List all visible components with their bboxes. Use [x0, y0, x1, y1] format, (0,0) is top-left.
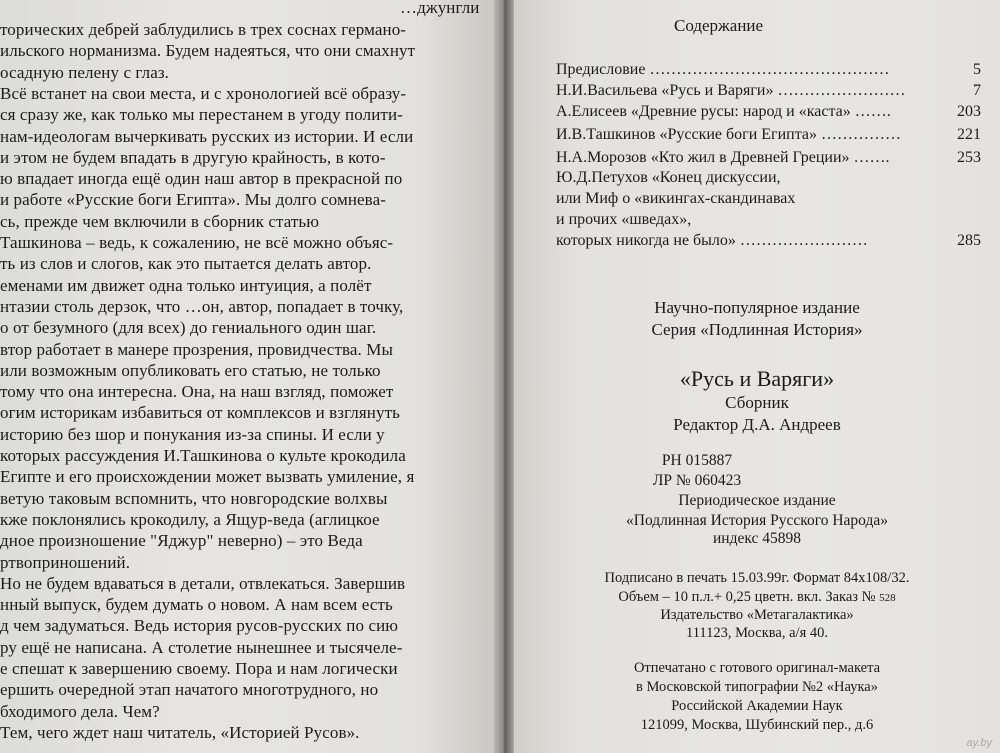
left-page-line: е спешат к завершению своему. Пора и нам логически	[0, 659, 398, 678]
left-page-line: ершить очередной этап начатого многотрудного, но	[0, 680, 379, 700]
left-page-line: д чем задуматься. Ведь история русов-русских по сию	[0, 616, 399, 636]
toc-entry-text: которых никогда не было» ……………………	[556, 232, 868, 249]
periodical-name: «Подлинная История Русского Народа»	[626, 512, 888, 529]
toc-entry-page: 7	[973, 82, 981, 99]
toc-entry-text: И.В.Ташкинов «Русские боги Египта» ……………	[556, 126, 902, 143]
editor-line: Редактор Д.А. Андреев	[673, 415, 841, 434]
rn-number: РН 015887	[661, 452, 733, 469]
toc-entry	[556, 81, 981, 100]
left-page-line: или возможным опубликовать его статью, не только	[0, 360, 381, 380]
left-page-line: сь, прежде чем включили в сборник статью	[0, 211, 320, 231]
printed-line-1: Отпечатано с готового оригинал-макета	[633, 660, 881, 676]
toc-entry-page: 285	[957, 232, 981, 249]
left-page-line: еменами им движет одна только интуиция, а полёт	[0, 275, 372, 295]
collection-label: Сборник	[725, 393, 789, 412]
publisher-name: Издательство «Метагалактика»	[660, 607, 854, 623]
toc-entry-page: 5	[973, 61, 981, 78]
left-page-line: и этом не будем впадать в другую крайность, в кото-	[0, 147, 386, 167]
left-page-line: торических дебрей заблудились в трех соснах германо-	[0, 20, 407, 39]
left-page-line: нный выпуск, будем думать о новом. А нам всем есть	[0, 595, 393, 615]
left-page-line: ся сразу же, как только мы перестанем в угоду полити-	[0, 105, 403, 125]
toc-entry-text: А.Елисеев «Древние русы: народ и «каста» …….	[556, 103, 891, 120]
toc-entry-text: Ю.Д.Петухов «Конец дискуссии,	[556, 169, 781, 186]
left-page-line: ильского норманизма. Будем надеяться, что они смахнут	[0, 41, 416, 61]
toc-entry-text: или Миф о «викингах-скандинавах	[556, 190, 796, 207]
periodical-label: Периодическое издание	[678, 492, 836, 509]
toc-entry-text: Предисловие ………………………………………	[556, 61, 890, 78]
toc-entry	[556, 125, 981, 144]
toc-entry-page: 221	[957, 126, 981, 143]
left-page-line: которых рассуждения И.Ташкинова о культе крокодила	[0, 446, 406, 465]
signed-line: Подписано в печать 15.03.99г. Формат 84х108/32.	[604, 570, 910, 586]
left-page-line: дное произношение "Яджур" неверно) – это Веда	[0, 531, 363, 551]
right-page	[514, 0, 1000, 753]
toc-entry	[556, 168, 981, 187]
left-page-line: ю впадает иногда ещё один наш автор в прекрасной по	[0, 169, 403, 189]
toc-entry-page: 253	[957, 149, 981, 166]
left-page-line: нтазии столь дерзок, что …он, автор, попадает в точку,	[0, 296, 404, 316]
toc-entry	[556, 148, 981, 167]
index-number: индекс 45898	[712, 530, 801, 547]
left-page-line: втор работает в манере прозрения, провидчества. Мы	[0, 339, 393, 359]
left-page-line: бходимого дела. Чем?	[0, 701, 160, 721]
left-page-line: Но не будем вдаваться в детали, отвлекаться. Завершив	[0, 573, 406, 593]
left-page-line: Всё встанет на свои места, и с хронологией всё образу-	[0, 83, 407, 103]
toc-entry	[556, 189, 981, 208]
left-page-line: кже поклонялись крокодилу, а Ящур-веда (аглицкое	[0, 509, 380, 529]
left-page-line: нам-идеологам вычеркивать русских из истории. И если	[0, 126, 414, 146]
volume-line	[514, 589, 1000, 606]
toc-entry-text: Н.А.Морозов «Кто жил в Древней Греции» …….	[556, 149, 890, 166]
left-page-line: Тем, чего ждет наш читатель, «Историей Русов».	[0, 722, 360, 742]
toc-entry-page: 203	[957, 103, 981, 120]
left-page-top-fragment: …джунгли	[400, 0, 480, 17]
volume-text: Объем – 10 п.л.+ 0,25 цветн. вкл. Заказ №	[618, 589, 876, 605]
printed-line-2: в Московской типографии №2 «Наука»	[636, 679, 878, 695]
lr-number: ЛР № 060423	[652, 472, 742, 489]
printed-line-4: 121099, Москва, Шубинский пер., д.6	[640, 717, 874, 733]
left-page	[0, 0, 494, 753]
left-page-line: тому что она интересна. Она, на наш взгляд, поможет	[0, 382, 394, 402]
book-gutter	[494, 0, 514, 753]
toc-entry	[556, 60, 981, 79]
left-page-line: и работе «Русские боги Египта». Мы долго сомнева-	[0, 190, 386, 210]
toc-entry	[556, 231, 981, 250]
left-page-line: осадную пелену с глаз.	[0, 62, 170, 82]
toc-entry-text: и прочих «шведах»,	[556, 211, 692, 228]
left-page-line: о от безумного (для всех) до гениального один шаг.	[0, 318, 377, 338]
watermark: ay.by	[966, 737, 992, 749]
left-page-line: Ташкинова – ведь, к сожалению, не всё можно объяс-	[0, 233, 394, 252]
book-title: «Русь и Варяги»	[679, 366, 835, 391]
series-name: Серия «Подлинная История»	[651, 320, 863, 339]
edition-type: Научно-популярное издание	[654, 298, 860, 317]
left-page-line: ветую таковым вспомнить, что новгородские волхвы	[0, 488, 388, 508]
printed-line-3: Российской Академии Наук	[671, 698, 843, 714]
left-page-line: ртвоприношений.	[0, 552, 131, 572]
toc-title: Содержание	[674, 16, 764, 35]
left-page-line: огим историкам избавиться от комплексов и взглянуть	[0, 403, 400, 423]
left-page-line: ру ещё не написана. А столетие нынешнее и тысячеле-	[0, 637, 403, 657]
order-number: 528	[879, 592, 896, 604]
toc-entry-text: Н.И.Васильева «Русь и Варяги» ……………………	[556, 82, 906, 99]
toc-entry	[556, 210, 981, 229]
left-page-line: ть из слов и слогов, как это пытается делать автор.	[0, 254, 372, 274]
left-page-line: историю без шор и понукания из-за спины. И если у	[0, 424, 385, 444]
publisher-address: 111123, Москва, а/я 40.	[686, 625, 828, 641]
toc-entry	[556, 102, 981, 121]
left-page-line: Египте и его происхождении может вызвать умиление, я	[0, 467, 415, 487]
